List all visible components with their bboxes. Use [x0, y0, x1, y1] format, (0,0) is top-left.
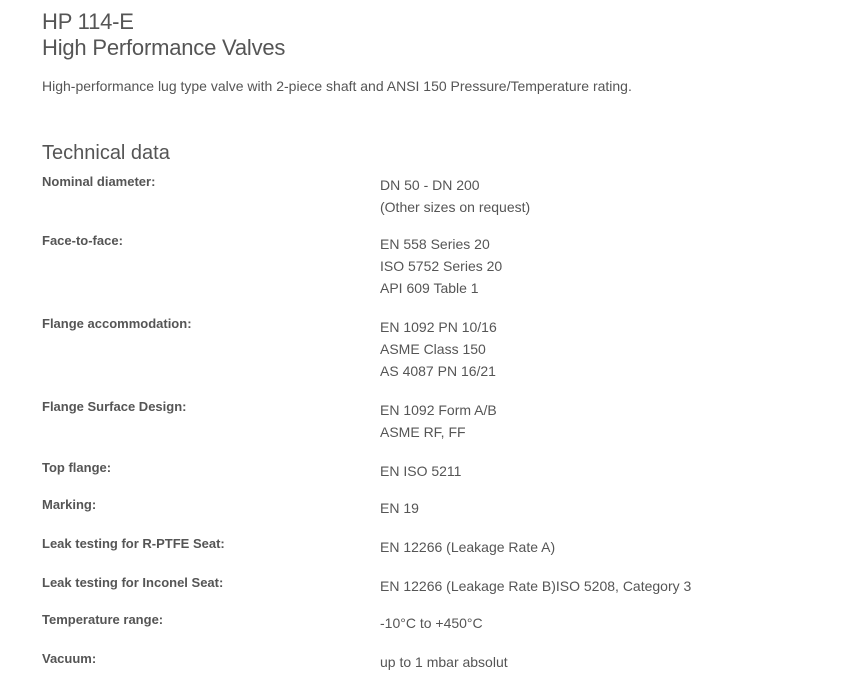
row-value-line: EN ISO 5211 [380, 463, 462, 479]
row-label: Flange accommodation: [42, 316, 192, 331]
technical-data-row [42, 458, 822, 482]
technical-data-row [42, 610, 822, 634]
row-value-line: ISO 5752 Series 20 [380, 258, 503, 274]
row-label: Leak testing for Inconel Seat: [42, 575, 224, 590]
row-value-line: -10°C to +450°C [380, 615, 483, 631]
row-label: Flange Surface Design: [42, 399, 187, 414]
row-values [380, 314, 497, 382]
row-values [380, 495, 419, 519]
row-values [380, 534, 555, 558]
row-value-line: EN 558 Series 20 [380, 236, 490, 252]
row-values [380, 458, 461, 482]
row-label: Marking: [42, 497, 97, 512]
product-code: HP 114-E [42, 9, 134, 34]
product-description: High-performance lug type valve with 2-piece shaft and ANSI 150 Pressure/Temperature rating. [42, 78, 632, 94]
technical-data-row [42, 573, 822, 597]
row-values [380, 610, 483, 634]
row-label: Vacuum: [42, 651, 97, 666]
product-name: High Performance Valves [42, 35, 286, 60]
row-label: Top flange: [42, 460, 112, 475]
row-value-line: EN 12266 (Leakage Rate A) [380, 539, 556, 555]
technical-data-row [42, 397, 822, 443]
row-value-line: EN 1092 Form A/B [380, 402, 497, 418]
technical-data-row [42, 534, 822, 558]
row-value-line: EN 12266 (Leakage Rate B)ISO 5208, Category 3 [380, 578, 692, 594]
technical-data-title: Technical data [42, 142, 170, 164]
product-page [42, 9, 822, 673]
row-value-line: EN 19 [380, 500, 419, 516]
row-value-line: up to 1 mbar absolut [380, 654, 508, 670]
row-values [380, 649, 508, 673]
row-values [380, 573, 691, 597]
row-value-line: DN 50 - DN 200 [380, 177, 480, 193]
technical-data-table [42, 172, 822, 673]
row-label: Nominal diameter: [42, 174, 156, 189]
row-values [380, 172, 530, 218]
row-value-line: (Other sizes on request) [380, 199, 531, 215]
technical-data-row [42, 649, 822, 673]
row-label: Leak testing for R-PTFE Seat: [42, 536, 225, 551]
row-value-line: ASME RF, FF [380, 424, 466, 440]
technical-data-row [42, 231, 822, 299]
row-value-line: API 609 Table 1 [380, 280, 479, 296]
technical-data-row [42, 495, 822, 519]
row-value-line: EN 1092 PN 10/16 [380, 319, 497, 335]
technical-data-row [42, 314, 822, 382]
row-values [380, 397, 497, 443]
row-label: Temperature range: [42, 612, 164, 627]
row-values [380, 231, 502, 299]
row-value-line: ASME Class 150 [380, 341, 486, 357]
row-value-line: AS 4087 PN 16/21 [380, 363, 496, 379]
row-label: Face-to-face: [42, 233, 123, 248]
technical-data-row [42, 172, 822, 218]
